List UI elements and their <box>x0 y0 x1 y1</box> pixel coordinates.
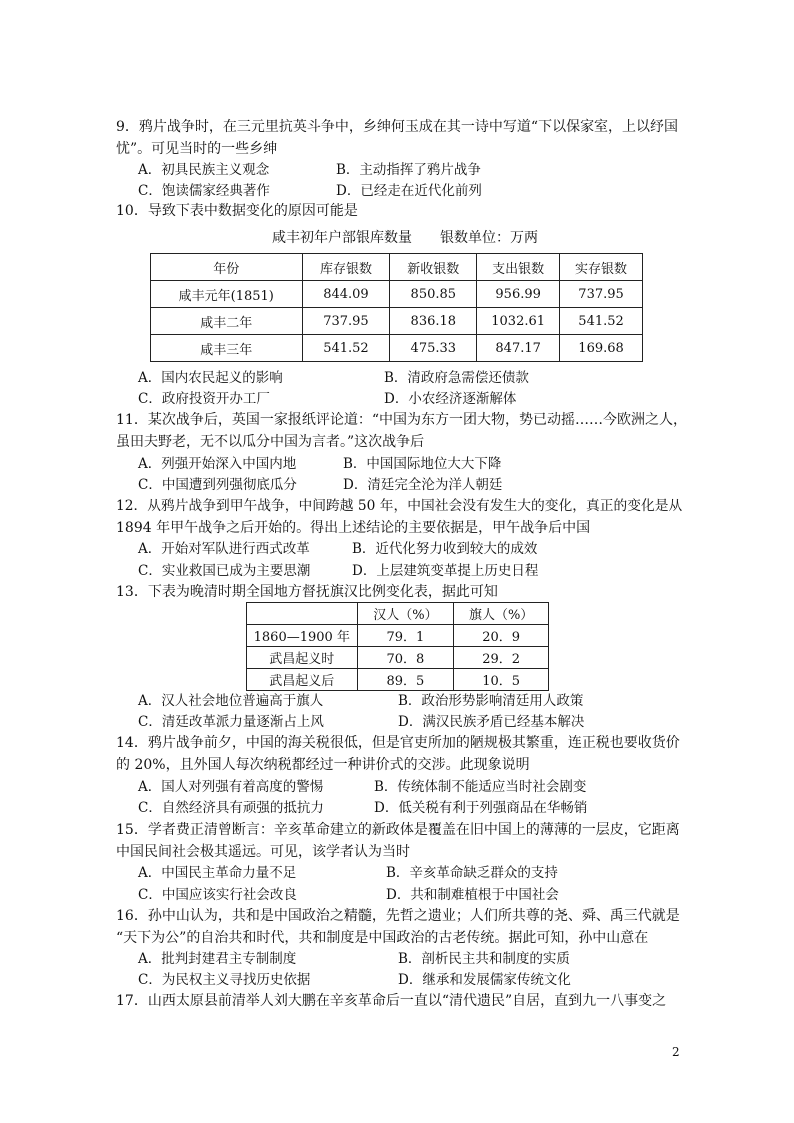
q13-ratio-table <box>246 602 549 691</box>
q11-option-c: C．中国遭到列强彻底瓜分 <box>138 477 297 493</box>
table-cell: 850.85 <box>390 281 477 308</box>
q11-option-b: B．中国国际地位大大下降 <box>343 456 502 472</box>
q10-silver-table <box>150 253 643 362</box>
table-cell: 武昌起义时 <box>247 647 358 669</box>
q12-option-a: A．开始对军队进行西式改革 <box>138 541 310 557</box>
q12-stem-line1: 12．从鸦片战争到甲午战争，中间跨越 50 年，中国社会没有发生大的变化，真正的变化是从 <box>116 498 683 514</box>
table-cell: 541.52 <box>302 335 390 362</box>
q17-stem-line1: 17．山西太原县前清举人刘大鹏在辛亥革命后一直以“清代遗民”自居，直到九一八事变之 <box>116 993 667 1009</box>
table-cell: 737.95 <box>560 281 643 308</box>
q14-option-d: D．低关税有利于列强商品在华畅销 <box>374 800 588 816</box>
table-cell: 844.09 <box>302 281 390 308</box>
q10-option-b: B．清政府急需偿还债款 <box>384 370 529 386</box>
q16-option-d: D．继承和发展儒家传统文化 <box>398 972 571 988</box>
table-cell: 79．1 <box>357 625 454 647</box>
q10-option-c: C．政府投资开办工厂 <box>138 391 270 407</box>
table-cell: 咸丰三年 <box>151 335 303 362</box>
page-number: 2 <box>672 1045 680 1059</box>
q13-option-c: C．清廷改革派力量逐渐占上风 <box>138 714 324 730</box>
table-cell: 89．5 <box>357 669 454 691</box>
table-row <box>247 647 549 669</box>
q10-option-d: D．小农经济逐渐解体 <box>384 391 517 407</box>
q11-option-d: D．清廷完全沦为洋人朝廷 <box>343 477 503 493</box>
q12-stem-line2: 1894 年甲午战争之后开始的。得出上述结论的主要依据是，甲午战争后中国 <box>116 520 591 536</box>
q16-stem-line1: 16．孙中山认为，共和是中国政治之精髓，先哲之遗业；人们所共尊的尧、舜、禹三代就是 <box>116 908 680 924</box>
q15-option-d: D．共和制难植根于中国社会 <box>386 887 559 903</box>
table-cell: 1032.61 <box>477 308 560 335</box>
table-header-row <box>151 254 643 281</box>
table-cell: 70．8 <box>357 647 454 669</box>
q14-option-b: B．传统体制不能适应当时社会剧变 <box>374 779 587 795</box>
q16-option-b: B．剖析民主共和制度的实质 <box>398 951 570 967</box>
q9-stem-line1: 9．鸦片战争时，在三元里抗英斗争中，乡绅何玉成在其一诗中写道“下以保家室，上以纾国 <box>116 119 679 135</box>
table-row <box>247 669 549 691</box>
q14-stem-line1: 14．鸦片战争前夕，中国的海关税很低，但是官吏所加的陋规极其繁重，连正税也要收货价 <box>116 735 680 751</box>
table-cell: 武昌起义后 <box>247 669 358 691</box>
q15-stem-line2: 中国民间社会极其遥远。可见，该学者认为当时 <box>116 844 410 860</box>
table-cell: 169.68 <box>560 335 643 362</box>
table-cell: 咸丰元年(1851) <box>151 281 303 308</box>
q15-option-b: B．辛亥革命缺乏群众的支持 <box>386 865 558 881</box>
q14-option-c: C．自然经济具有顽强的抵抗力 <box>138 800 324 816</box>
table-cell: 475.33 <box>390 335 477 362</box>
q10-table-caption: 咸丰初年户部银库数量 银数单位：万两 <box>272 230 538 246</box>
q15-stem-line1: 15．学者费正清曾断言：辛亥革命建立的新政体是覆盖在旧中国上的薄薄的一层皮，它距离 <box>116 822 680 838</box>
table-cell: 956.99 <box>477 281 560 308</box>
table-header-cell: 库存银数 <box>302 254 390 281</box>
table-cell: 20．9 <box>454 625 549 647</box>
table-header-cell: 新收银数 <box>390 254 477 281</box>
q16-stem-line2: “天下为公”的自治共和时代，共和制度是中国政治的古老传统。据此可知，孙中山意在 <box>116 930 649 946</box>
q9-option-a: A．初具民族主义观念 <box>138 162 270 178</box>
q14-stem-line2: 的 20%，且外国人每次纳税都经过一种讲价式的交涉。此现象说明 <box>116 757 530 773</box>
q11-option-a: A．列强开始深入中国内地 <box>138 456 297 472</box>
q13-option-a: A．汉人社会地位普遍高于旗人 <box>138 693 324 709</box>
q15-option-a: A．中国民主革命力量不足 <box>138 865 297 881</box>
q15-option-c: C．中国应该实行社会改良 <box>138 887 297 903</box>
table-row <box>151 281 643 308</box>
table-header-cell: 实存银数 <box>560 254 643 281</box>
table-row <box>247 625 549 647</box>
q13-option-d: D．满汉民族矛盾已经基本解决 <box>398 714 585 730</box>
table-cell: 836.18 <box>390 308 477 335</box>
q14-option-a: A．国人对列强有着高度的警惕 <box>138 779 324 795</box>
q13-stem-line1: 13．下表为晚清时期全国地方督抚旗汉比例变化表，据此可知 <box>116 584 498 600</box>
q13-option-b: B．政治形势影响清廷用人政策 <box>398 693 584 709</box>
q10-option-a: A．国内农民起义的影响 <box>138 370 283 386</box>
q9-stem-line2: 忧”。可见当时的一些乡绅 <box>116 141 278 157</box>
q9-option-b: B．主动指挥了鸦片战争 <box>336 162 481 178</box>
q10-stem-line1: 10．导致下表中数据变化的原因可能是 <box>116 203 358 219</box>
table-cell: 541.52 <box>560 308 643 335</box>
table-cell: 737.95 <box>302 308 390 335</box>
table-header-cell: 汉人（%） <box>357 603 454 625</box>
table-cell: 847.17 <box>477 335 560 362</box>
table-cell: 1860—1900 年 <box>247 625 358 647</box>
q16-option-c: C．为民权主义寻找历史依据 <box>138 972 311 988</box>
table-header-cell: 年份 <box>151 254 303 281</box>
table-cell: 咸丰二年 <box>151 308 303 335</box>
q9-option-c: C．饱读儒家经典著作 <box>138 183 270 199</box>
table-header-row <box>247 603 549 625</box>
q16-option-a: A．批判封建君主专制制度 <box>138 951 297 967</box>
table-header-cell <box>247 603 358 625</box>
table-row <box>151 335 643 362</box>
q11-stem-line2: 虽田夫野老，无不以瓜分中国为言者。”这次战争后 <box>116 434 425 450</box>
table-cell: 29．2 <box>454 647 549 669</box>
table-row <box>151 308 643 335</box>
q12-option-b: B．近代化努力收到较大的成效 <box>352 541 538 557</box>
q9-option-d: D．已经走在近代化前列 <box>336 183 482 199</box>
table-header-cell: 旗人（%） <box>454 603 549 625</box>
table-header-cell: 支出银数 <box>477 254 560 281</box>
q12-option-c: C．实业救国已成为主要思潮 <box>138 563 311 579</box>
table-cell: 10．5 <box>454 669 549 691</box>
q11-stem-line1: 11．某次战争后，英国一家报纸评论道：“中国为东方一团大物，势已动摇……今欧洲之人， <box>116 412 687 428</box>
q12-option-d: D．上层建筑变革提上历史日程 <box>352 563 539 579</box>
